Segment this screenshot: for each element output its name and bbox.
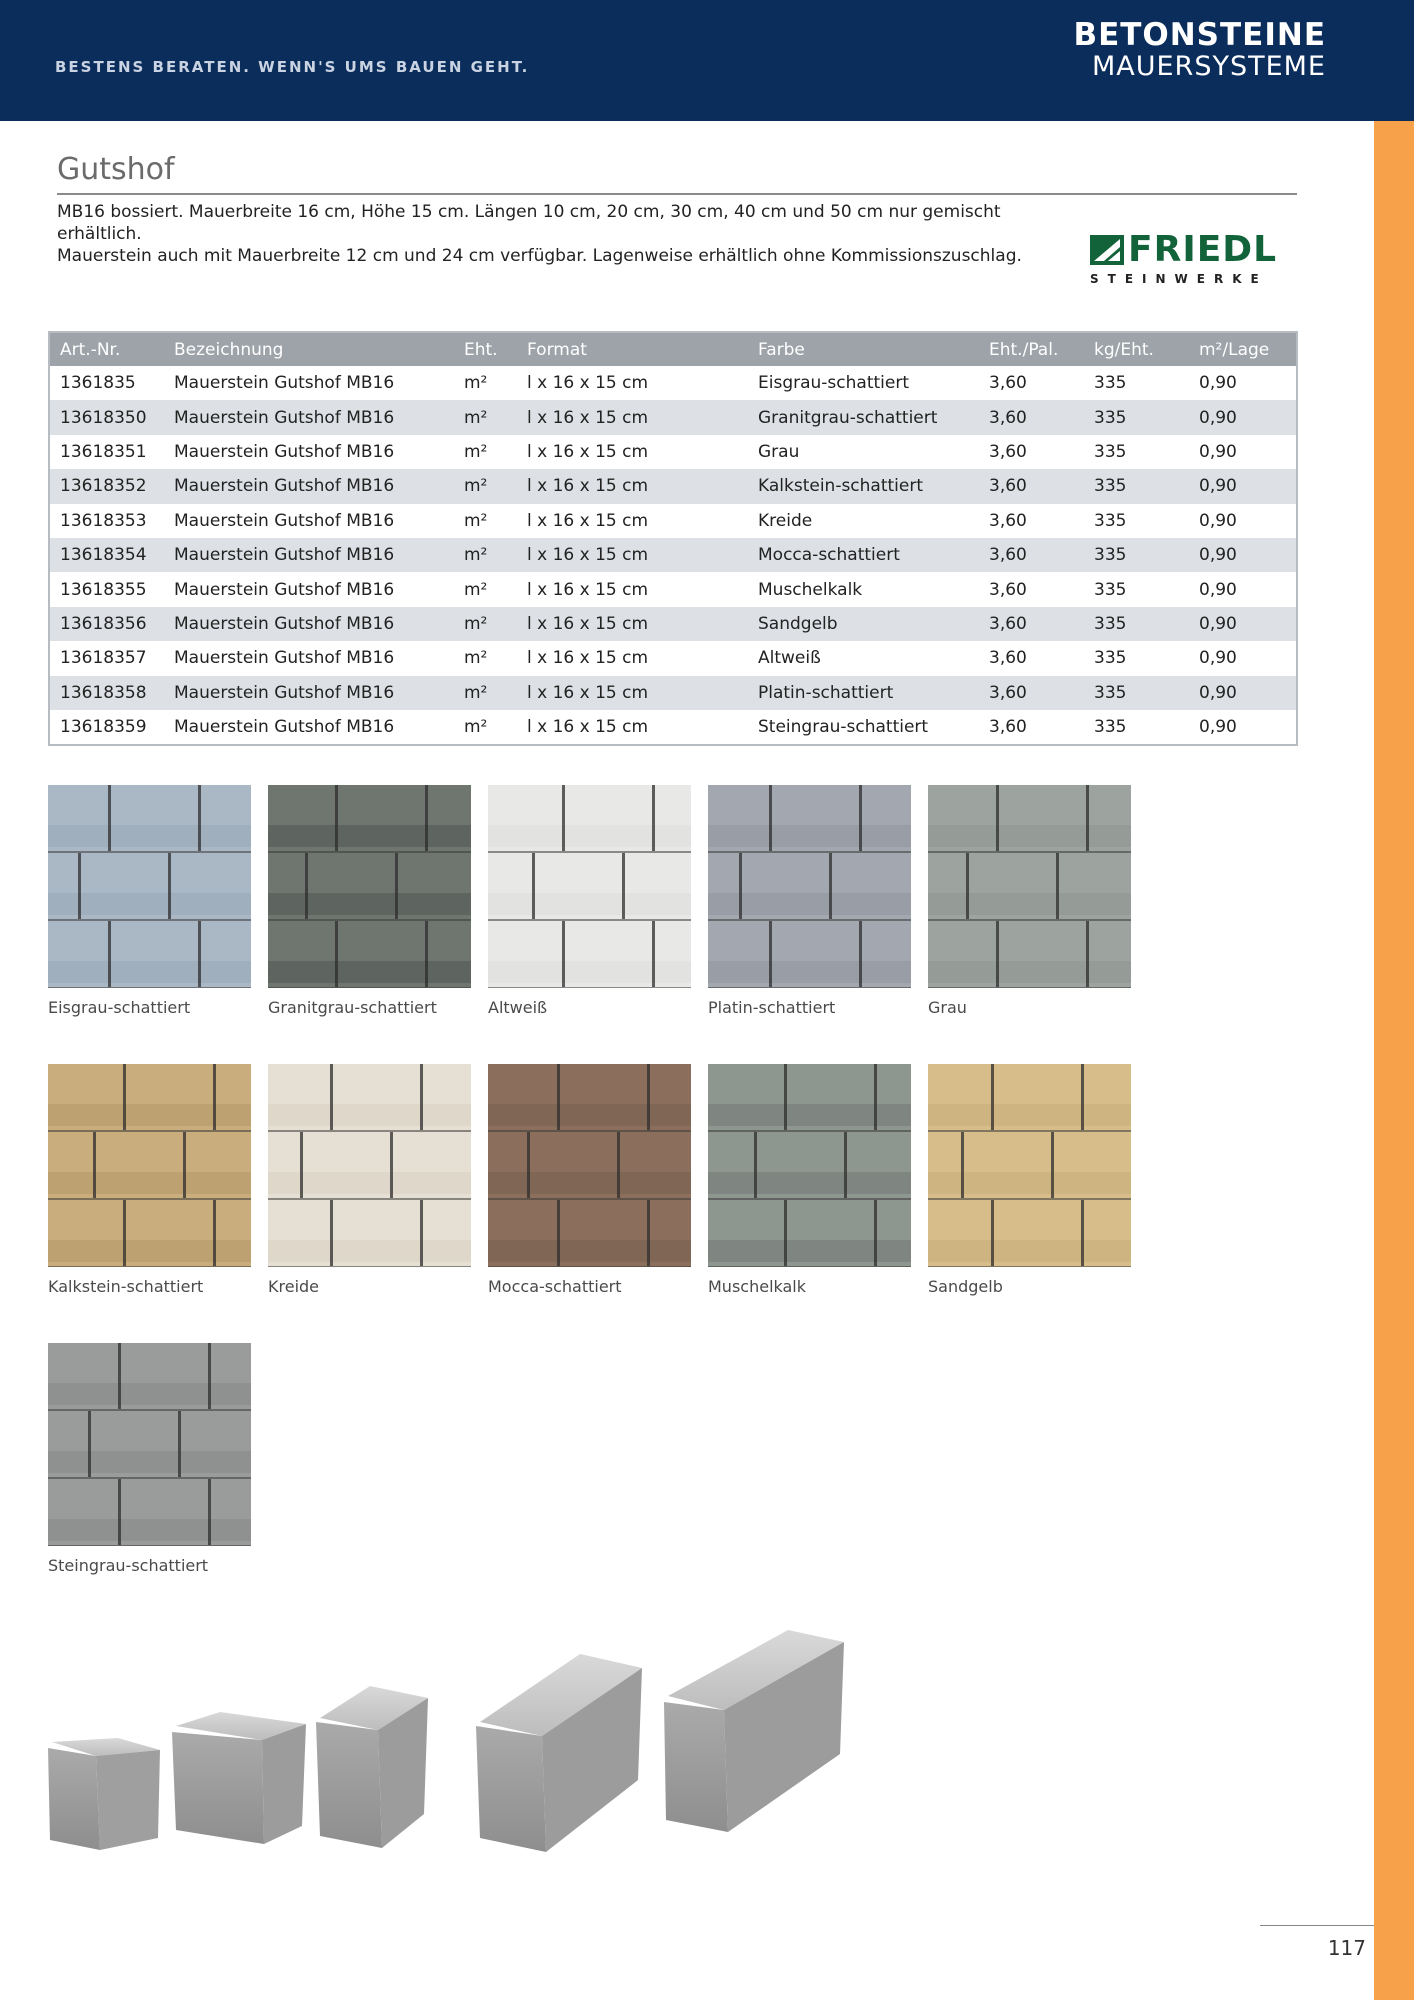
cell-format: l x 16 x 15 cm bbox=[527, 717, 649, 738]
cell-eht-pal: 3,60 bbox=[979, 400, 1084, 434]
cell-art-nr: 13618351 bbox=[60, 441, 147, 462]
cell-art-nr: 13618352 bbox=[49, 469, 164, 503]
cell-bezeichnung: Mauerstein Gutshof MB16 bbox=[164, 538, 454, 572]
color-swatch bbox=[488, 1064, 691, 1296]
col-header-art-nr: Art.-Nr. bbox=[49, 332, 164, 366]
cell-bezeichnung: Mauerstein Gutshof MB16 bbox=[174, 441, 395, 462]
logo-subline: STEINWERKE bbox=[1090, 272, 1268, 286]
cell-eht-pal: 3,60 bbox=[979, 676, 1084, 710]
cell-eht: m² bbox=[454, 400, 517, 434]
stone-texture-image bbox=[928, 1064, 1131, 1267]
cell-farbe: Platin-schattiert bbox=[748, 676, 979, 710]
cell-kg-eht: 335 bbox=[1084, 400, 1189, 434]
block-40cm bbox=[476, 1654, 642, 1852]
cell-eht-pal: 3,60 bbox=[989, 717, 1027, 738]
block-10cm bbox=[48, 1738, 160, 1850]
color-swatch bbox=[708, 1064, 911, 1296]
cell-format: l x 16 x 15 cm bbox=[527, 579, 649, 600]
category-title bbox=[1073, 18, 1326, 82]
cell-art-nr: 13618350 bbox=[49, 400, 164, 434]
cell-kg-eht: 335 bbox=[1084, 607, 1189, 641]
cell-format: l x 16 x 15 cm bbox=[517, 469, 748, 503]
cell-eht: m² bbox=[464, 579, 488, 600]
col-header-eht-pal: Eht./Pal. bbox=[979, 332, 1084, 366]
col-header-format: Format bbox=[517, 332, 748, 366]
cell-m2-lage: 0,90 bbox=[1199, 510, 1237, 531]
cell-eht: m² bbox=[464, 717, 488, 738]
cell-format: l x 16 x 15 cm bbox=[517, 538, 748, 572]
table-row bbox=[49, 504, 1297, 538]
table-body bbox=[49, 366, 1297, 745]
cell-m2-lage: 0,90 bbox=[1189, 676, 1297, 710]
cell-kg-eht: 335 bbox=[1094, 441, 1127, 462]
page-header bbox=[0, 0, 1414, 121]
cell-eht: m² bbox=[464, 648, 488, 669]
cell-farbe: Grau bbox=[758, 441, 800, 462]
cell-kg-eht: 335 bbox=[1084, 469, 1189, 503]
stone-texture-image bbox=[708, 785, 911, 988]
cell-format: l x 16 x 15 cm bbox=[527, 441, 649, 462]
logo-wordmark: FRIEDL bbox=[1128, 229, 1278, 270]
cell-bezeichnung: Mauerstein Gutshof MB16 bbox=[174, 717, 395, 738]
cell-farbe: Mocca-schattiert bbox=[748, 538, 979, 572]
swatch-label: Granitgrau-schattiert bbox=[268, 998, 437, 1017]
color-swatch bbox=[928, 785, 1131, 1017]
table-row bbox=[49, 400, 1297, 434]
cell-art-nr: 13618353 bbox=[60, 510, 147, 531]
product-description bbox=[57, 201, 1057, 267]
cell-bezeichnung: Mauerstein Gutshof MB16 bbox=[164, 607, 454, 641]
friedl-logo bbox=[1090, 230, 1296, 292]
color-swatch bbox=[708, 785, 911, 1017]
table-row bbox=[49, 538, 1297, 572]
table-row bbox=[49, 710, 1297, 745]
cell-bezeichnung: Mauerstein Gutshof MB16 bbox=[174, 510, 395, 531]
cell-bezeichnung: Mauerstein Gutshof MB16 bbox=[174, 648, 395, 669]
swatch-label: Platin-schattiert bbox=[708, 998, 836, 1017]
product-table bbox=[48, 331, 1298, 746]
cell-art-nr: 13618359 bbox=[60, 717, 147, 738]
color-swatch bbox=[48, 1064, 251, 1296]
cell-kg-eht: 335 bbox=[1084, 538, 1189, 572]
cell-bezeichnung: Mauerstein Gutshof MB16 bbox=[164, 676, 454, 710]
cell-eht-pal: 3,60 bbox=[979, 607, 1084, 641]
cell-farbe: Kalkstein-schattiert bbox=[748, 469, 979, 503]
product-title: Gutshof bbox=[57, 152, 175, 187]
cell-art-nr: 13618355 bbox=[60, 579, 147, 600]
cell-eht: m² bbox=[454, 538, 517, 572]
block-20cm bbox=[172, 1712, 306, 1844]
stone-texture-image bbox=[48, 785, 251, 988]
table-row bbox=[49, 435, 1297, 469]
col-header-bezeichnung: Bezeichnung bbox=[164, 332, 454, 366]
swatch-label: Altweiß bbox=[488, 998, 548, 1017]
color-swatch bbox=[48, 785, 251, 1017]
stone-texture-image bbox=[268, 785, 471, 988]
cell-eht-pal: 3,60 bbox=[979, 538, 1084, 572]
block-lengths-illustration bbox=[40, 1630, 860, 1860]
cell-m2-lage: 0,90 bbox=[1199, 717, 1237, 738]
cell-bezeichnung: Mauerstein Gutshof MB16 bbox=[174, 579, 395, 600]
swatch-label: Sandgelb bbox=[928, 1277, 1003, 1296]
cell-eht: m² bbox=[464, 373, 488, 394]
cell-farbe: Granitgrau-schattiert bbox=[748, 400, 979, 434]
col-header-farbe: Farbe bbox=[748, 332, 979, 366]
cell-kg-eht: 335 bbox=[1094, 510, 1127, 531]
cell-format: l x 16 x 15 cm bbox=[517, 676, 748, 710]
page-number: 117 bbox=[1327, 1936, 1366, 1960]
cell-eht: m² bbox=[464, 510, 488, 531]
cell-bezeichnung: Mauerstein Gutshof MB16 bbox=[174, 373, 395, 394]
cell-eht-pal: 3,60 bbox=[979, 469, 1084, 503]
cell-m2-lage: 0,90 bbox=[1189, 607, 1297, 641]
cell-art-nr: 1361835 bbox=[60, 373, 136, 394]
cell-art-nr: 13618354 bbox=[49, 538, 164, 572]
cell-eht-pal: 3,60 bbox=[989, 579, 1027, 600]
swatch-label: Steingrau-schattiert bbox=[48, 1556, 209, 1575]
cell-kg-eht: 335 bbox=[1094, 373, 1127, 394]
cell-kg-eht: 335 bbox=[1094, 717, 1127, 738]
stone-texture-image bbox=[488, 1064, 691, 1267]
block-50cm bbox=[664, 1630, 844, 1832]
cell-farbe: Sandgelb bbox=[748, 607, 979, 641]
accent-side-bar bbox=[1374, 121, 1414, 2000]
cell-farbe: Steingrau-schattiert bbox=[758, 717, 929, 738]
col-header-eht: Eht. bbox=[454, 332, 517, 366]
table-row bbox=[49, 641, 1297, 675]
cell-m2-lage: 0,90 bbox=[1189, 538, 1297, 572]
cell-m2-lage: 0,90 bbox=[1189, 400, 1297, 434]
table-header-row bbox=[49, 332, 1297, 366]
swatch-label: Mocca-schattiert bbox=[488, 1277, 622, 1296]
swatch-label: Grau bbox=[928, 998, 967, 1017]
cell-format: l x 16 x 15 cm bbox=[517, 400, 748, 434]
cell-m2-lage: 0,90 bbox=[1199, 579, 1237, 600]
swatch-label: Kalkstein-schattiert bbox=[48, 1277, 204, 1296]
cell-eht-pal: 3,60 bbox=[989, 648, 1027, 669]
cell-farbe: Eisgrau-schattiert bbox=[758, 373, 909, 394]
stone-texture-image bbox=[488, 785, 691, 988]
cell-bezeichnung: Mauerstein Gutshof MB16 bbox=[164, 469, 454, 503]
color-swatch bbox=[488, 785, 691, 1017]
cell-format: l x 16 x 15 cm bbox=[527, 648, 649, 669]
description-line-1: MB16 bossiert. Mauerbreite 16 cm, Höhe 15 cm. Längen 10 cm, 20 cm, 30 cm, 40 cm und 50 cm nur gemischt erhältlich. bbox=[57, 202, 1001, 244]
cell-eht-pal: 3,60 bbox=[989, 441, 1027, 462]
cell-eht-pal: 3,60 bbox=[989, 373, 1027, 394]
cell-m2-lage: 0,90 bbox=[1199, 648, 1237, 669]
cell-m2-lage: 0,90 bbox=[1199, 373, 1237, 394]
table-row bbox=[49, 469, 1297, 503]
col-header-m2-lage: m²/Lage bbox=[1189, 332, 1297, 366]
cell-art-nr: 13618356 bbox=[49, 607, 164, 641]
cell-farbe: Altweiß bbox=[758, 648, 821, 669]
table-row bbox=[49, 572, 1297, 606]
cell-format: l x 16 x 15 cm bbox=[517, 607, 748, 641]
stone-texture-image bbox=[48, 1343, 251, 1546]
table-row bbox=[49, 366, 1297, 400]
color-swatch bbox=[48, 1343, 251, 1575]
cell-art-nr: 13618357 bbox=[60, 648, 147, 669]
block-30cm bbox=[316, 1686, 428, 1848]
color-swatch bbox=[268, 785, 471, 1017]
cell-format: l x 16 x 15 cm bbox=[527, 373, 649, 394]
stone-texture-image bbox=[928, 785, 1131, 988]
cell-kg-eht: 335 bbox=[1084, 676, 1189, 710]
cell-eht: m² bbox=[454, 676, 517, 710]
cell-eht-pal: 3,60 bbox=[989, 510, 1027, 531]
cell-farbe: Kreide bbox=[758, 510, 813, 531]
stone-texture-image bbox=[268, 1064, 471, 1267]
col-header-kg-eht: kg/Eht. bbox=[1084, 332, 1189, 366]
color-swatch bbox=[928, 1064, 1131, 1296]
cell-m2-lage: 0,90 bbox=[1189, 469, 1297, 503]
stone-texture-image bbox=[708, 1064, 911, 1267]
cell-eht: m² bbox=[454, 607, 517, 641]
cell-format: l x 16 x 15 cm bbox=[527, 510, 649, 531]
cell-farbe: Muschelkalk bbox=[758, 579, 863, 600]
footer-divider bbox=[1260, 1925, 1374, 1926]
category-line-2: MAUERSYSTEME bbox=[1091, 51, 1326, 82]
swatch-label: Eisgrau-schattiert bbox=[48, 998, 191, 1017]
cell-eht: m² bbox=[464, 441, 488, 462]
logo-roof-icon bbox=[1090, 233, 1124, 267]
cell-kg-eht: 335 bbox=[1094, 579, 1127, 600]
stone-texture-image bbox=[48, 1064, 251, 1267]
title-divider bbox=[57, 193, 1297, 195]
table-row bbox=[49, 607, 1297, 641]
swatch-label: Kreide bbox=[268, 1277, 320, 1296]
cell-art-nr: 13618358 bbox=[49, 676, 164, 710]
table-row bbox=[49, 676, 1297, 710]
description-line-2: Mauerstein auch mit Mauerbreite 12 cm und 24 cm verfügbar. Lagenweise erhältlich ohne Kommissionszuschlag. bbox=[57, 246, 1022, 266]
cell-eht: m² bbox=[454, 469, 517, 503]
cell-m2-lage: 0,90 bbox=[1199, 441, 1237, 462]
cell-bezeichnung: Mauerstein Gutshof MB16 bbox=[164, 400, 454, 434]
swatch-label: Muschelkalk bbox=[708, 1277, 807, 1296]
cell-kg-eht: 335 bbox=[1094, 648, 1127, 669]
color-swatch bbox=[268, 1064, 471, 1296]
slogan: BESTENS BERATEN. WENN'S UMS BAUEN GEHT. bbox=[55, 58, 530, 76]
category-line-1: BETONSTEINE bbox=[1073, 17, 1326, 53]
